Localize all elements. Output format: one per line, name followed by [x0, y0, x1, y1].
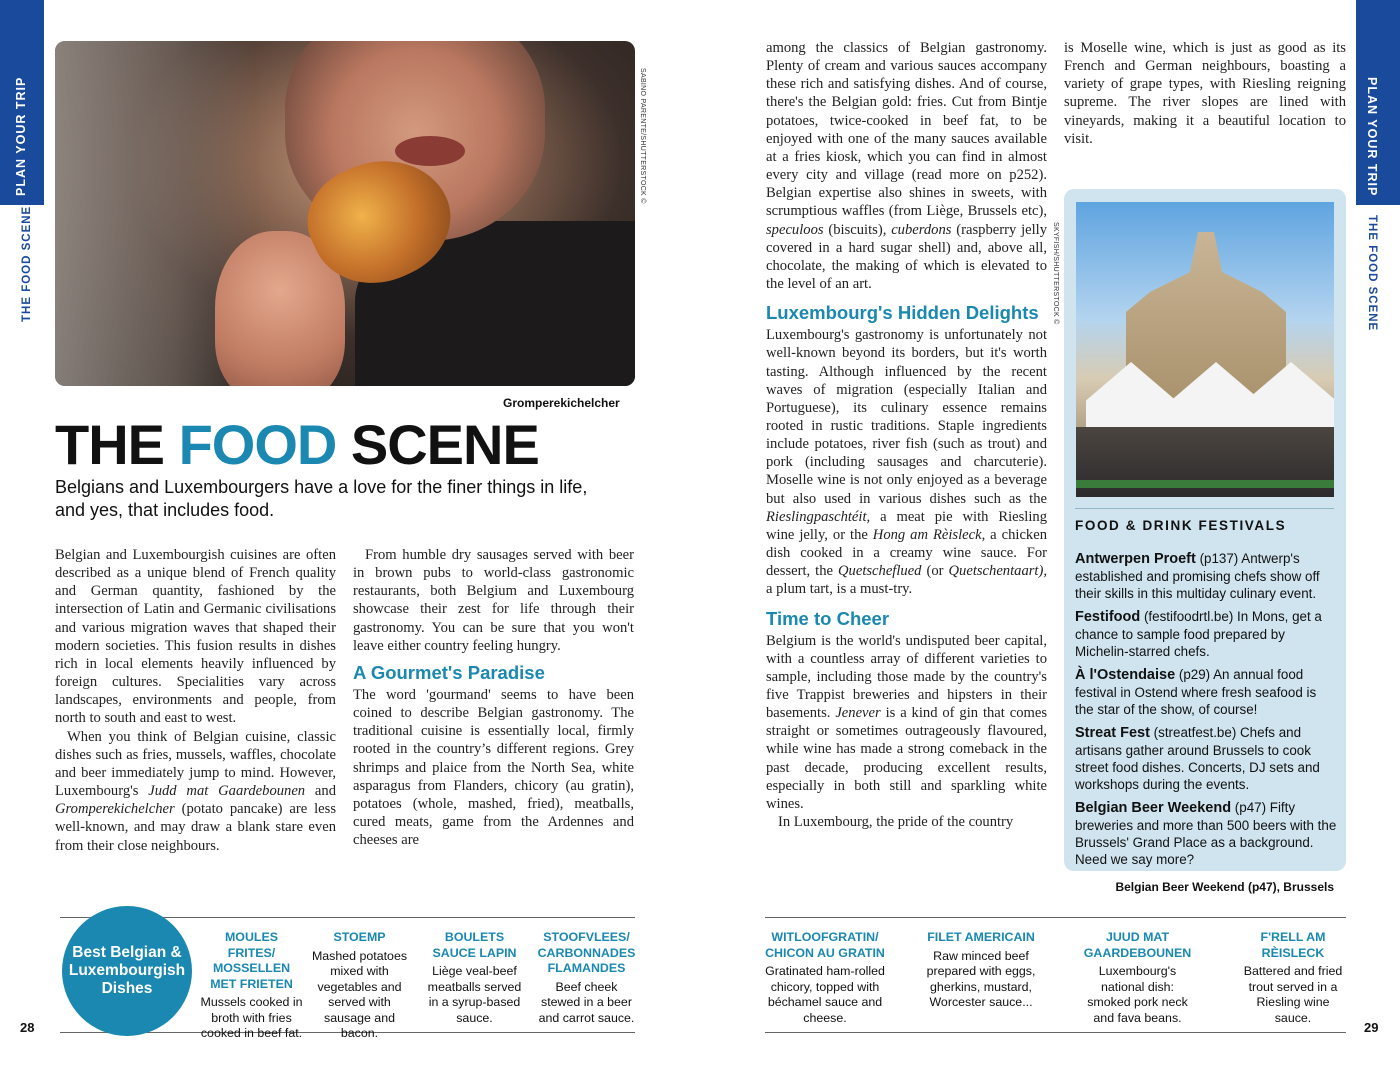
festivals-list: [1075, 550, 1337, 874]
paragraph: Luxembourg's gastronomy is unfortunately not well-known beyond its borders, but it's worth tasting. Although influenced by the recent waves of migration (especially Italian and Portuguese), its culinary essence remains rooted in rustic traditions. Staple ingredients include potatoes, river fish (such as trout) and pork (including sausages and charcuterie). Moselle wine is not only enjoyed as a beverage but also used in various dishes such as the Rieslingpaschtéit, a meat pie with Riesling wine jelly, or the Hong am Rèisleck, a chicken dish cooked in a creamy wine sauce. For dessert, the Quetscheflued (or Quetschentaart), a plum tart, is a must-try.: [766, 327, 1047, 598]
dish-item: [925, 930, 1037, 1011]
festival-photo: [1076, 202, 1334, 497]
page-title: THE FOOD SCENE: [55, 413, 539, 476]
side-tab-plan-left: PLAN YOUR TRIP: [14, 76, 28, 196]
dish-desc: Battered and fried trout served in a Riesling wine sauce.: [1243, 964, 1343, 1025]
side-tab-section-right: THE FOOD SCENE: [1366, 215, 1378, 332]
paragraph: The word 'gourmand' seems to have been coined to describe Belgian gastronomy. The traditional cuisine is essentially local, firmly rooted in the country’s different regions. Grey shrimps and plaice from the North Sea, white asparagus from Flanders, chicory (au gratin), potatoes (whole, mashed, fried), meatballs, cured meats, game from the Ardennes and cheeses are: [353, 686, 634, 849]
text-column-2: [353, 546, 634, 849]
list-item: Antwerpen Proeft (p137) Antwerp's established and promising chefs show off their skills in this multiday culinary event.: [1075, 551, 1320, 601]
dish-item: [1080, 930, 1195, 1026]
paragraph: Belgium is the world's undisputed beer capital, with a countless array of different varieties to sample, including those made by the country's five Trappist breweries and hipsters in their basements. Jenever is a kind of gin that comes straight or sometimes outrageously flavoured, while wine has made a strong comeback in the past decade, producing excellent results, especially in both still and sparkling white wines.: [766, 632, 1047, 812]
side-tab-plan-right: PLAN YOUR TRIP: [1365, 77, 1379, 197]
dish-name: MOULES FRITES/ MOSSELLEN MET FRIETEN: [210, 930, 293, 991]
festival-photo-caption: Belgian Beer Weekend (p47), Brussels: [1115, 880, 1334, 894]
photo-credit-right: SKYFISH/SHUTTERSTOCK ©: [1052, 222, 1059, 325]
list-item: Streat Fest (streatfest.be) Chefs and artisans gather around Brussels to cook street food dishes. Concerts, DJ sets and workshops during the events.: [1075, 725, 1320, 792]
paragraph: among the classics of Belgian gastronomy. Plenty of cream and various sauces accompany these rich and satisfying dishes. And of course, there's the Belgian gold: fries. Cut from Bintje potatoes, twice-cooked in beef fat, to be enjoyed with one of the many sauces available at a fries kiosk, which you can find in almost every city and village (read more on p252). Belgian expertise also shines in sweets, with scrumptious waffles (from Liège, Brussels etc), speculoos (biscuits), cuberdons (raspberry jelly covered in a hard sugar shell) and, above all, chocolate, the making of which is elevated to the level of an art.: [766, 40, 1048, 293]
section-heading: A Gourmet's Paradise: [353, 661, 545, 683]
divider: [1075, 508, 1334, 509]
dish-item: [765, 930, 885, 1026]
best-dishes-badge: Best Belgian & Luxembourgish Dishes: [62, 906, 192, 1036]
dish-desc: Mashed potatoes mixed with vegetables and served with sausage and bacon.: [311, 948, 408, 1040]
dish-item: [536, 930, 637, 1026]
dish-name: BOULETS SAUCE LAPIN: [432, 930, 517, 960]
dish-desc: Luxembourg's national dish: smoked pork neck and fava beans.: [1087, 964, 1188, 1025]
dish-name: F'RELL AM RÈISLECK: [1260, 930, 1326, 960]
festivals-title: FOOD & DRINK FESTIVALS: [1075, 518, 1287, 533]
dish-item: [422, 930, 527, 1026]
text-column-4: [1064, 39, 1346, 148]
paragraph: Belgian and Luxembourgish cuisines are often described as a unique blend of French quality and German quantity, fashioned by the intersection of Latin and Germanic civilisations and various migration waves that shaped their modern societies. This fusion results in dishes rich in local elements heavily influenced by foreign cultures. Specialities vary across landscapes, environments and people, from north to south and east to west.: [55, 547, 336, 727]
dish-name: WITLOOFGRATIN/ CHICON AU GRATIN: [765, 930, 885, 960]
photo-caption: Gromperekichelcher: [503, 396, 620, 410]
section-heading: Time to Cheer: [766, 607, 890, 629]
dish-name: STOEMP: [333, 930, 386, 944]
section-heading: Luxembourg's Hidden Delights: [766, 302, 1039, 324]
paragraph: is Moselle wine, which is just as good as its French and German neighbours, boasting a variety of grape types, with Riesling reigning supreme. The river slopes are lined with vineyards, making it a beautiful location to visit.: [1064, 40, 1346, 147]
dish-desc: Gratinated ham-rolled chicory, topped with béchamel sauce and cheese.: [765, 964, 885, 1025]
paragraph: From humble dry sausages served with beer in brown pubs to world-class gastronomic restaurants, both Belgium and Luxembourg showcase their zest for life through their gastronomy. You can be sure that you won't leave either country feeling hungry.: [353, 547, 634, 654]
dish-item: [200, 930, 303, 1042]
divider: [765, 917, 1346, 918]
dish-name: JUUD MAT GAARDEBOUNEN: [1083, 930, 1192, 960]
page-number-right: 29: [1364, 1020, 1379, 1035]
dish-desc: Raw minced beef prepared with eggs, gherkins, mustard, Worcester sauce...: [926, 948, 1036, 1009]
intro-text: Belgians and Luxembourgers have a love for the finer things in life, and yes, that includes food.: [55, 477, 588, 520]
dish-item: [306, 930, 413, 1042]
main-photo: [55, 41, 635, 386]
divider: [765, 1032, 1346, 1033]
text-column-1: [55, 546, 336, 855]
dish-desc: Mussels cooked in broth with fries cooked in beef fat.: [200, 995, 303, 1040]
dish-name: FILET AMERICAIN: [927, 930, 1035, 944]
photo-credit-left: SABINO PARENTE/SHUTTERSTOCK ©: [639, 68, 646, 204]
dish-desc: Beef cheek stewed in a beer and carrot sauce.: [538, 979, 635, 1025]
side-tab-section-left: THE FOOD SCENE: [21, 205, 33, 322]
paragraph: In Luxembourg, the pride of the country: [778, 814, 1014, 831]
list-item: Festifood (festifoodrtl.be) In Mons, get a chance to sample food prepared by Michelin-starred chefs.: [1075, 609, 1322, 659]
dish-name: STOOFVLEES/ CARBONNADES FLAMANDES: [537, 930, 636, 975]
dish-desc: Liège veal-beef meatballs served in a syrup-based sauce.: [427, 964, 522, 1025]
page-number-left: 28: [20, 1020, 35, 1035]
list-item: À l'Ostendaise (p29) An annual food festival in Ostend where fresh seafood is the star of the show, of course!: [1075, 667, 1317, 717]
text-column-3: [766, 39, 1047, 831]
list-item: Belgian Beer Weekend (p47) Fifty breweries and more than 500 beers with the Brussels' Grand Place as a background. Need we say more?: [1075, 800, 1337, 867]
dish-item: [1238, 930, 1348, 1026]
paragraph: When you think of Belgian cuisine, classic dishes such as fries, mussels, waffles, chocolate and beer immediately jump to mind. However, Luxembourg's Judd mat Gaardebounen and Gromperekichelcher (potato pancake) are less well-known, and may draw a blank stare even from their close neighbours.: [55, 728, 336, 854]
